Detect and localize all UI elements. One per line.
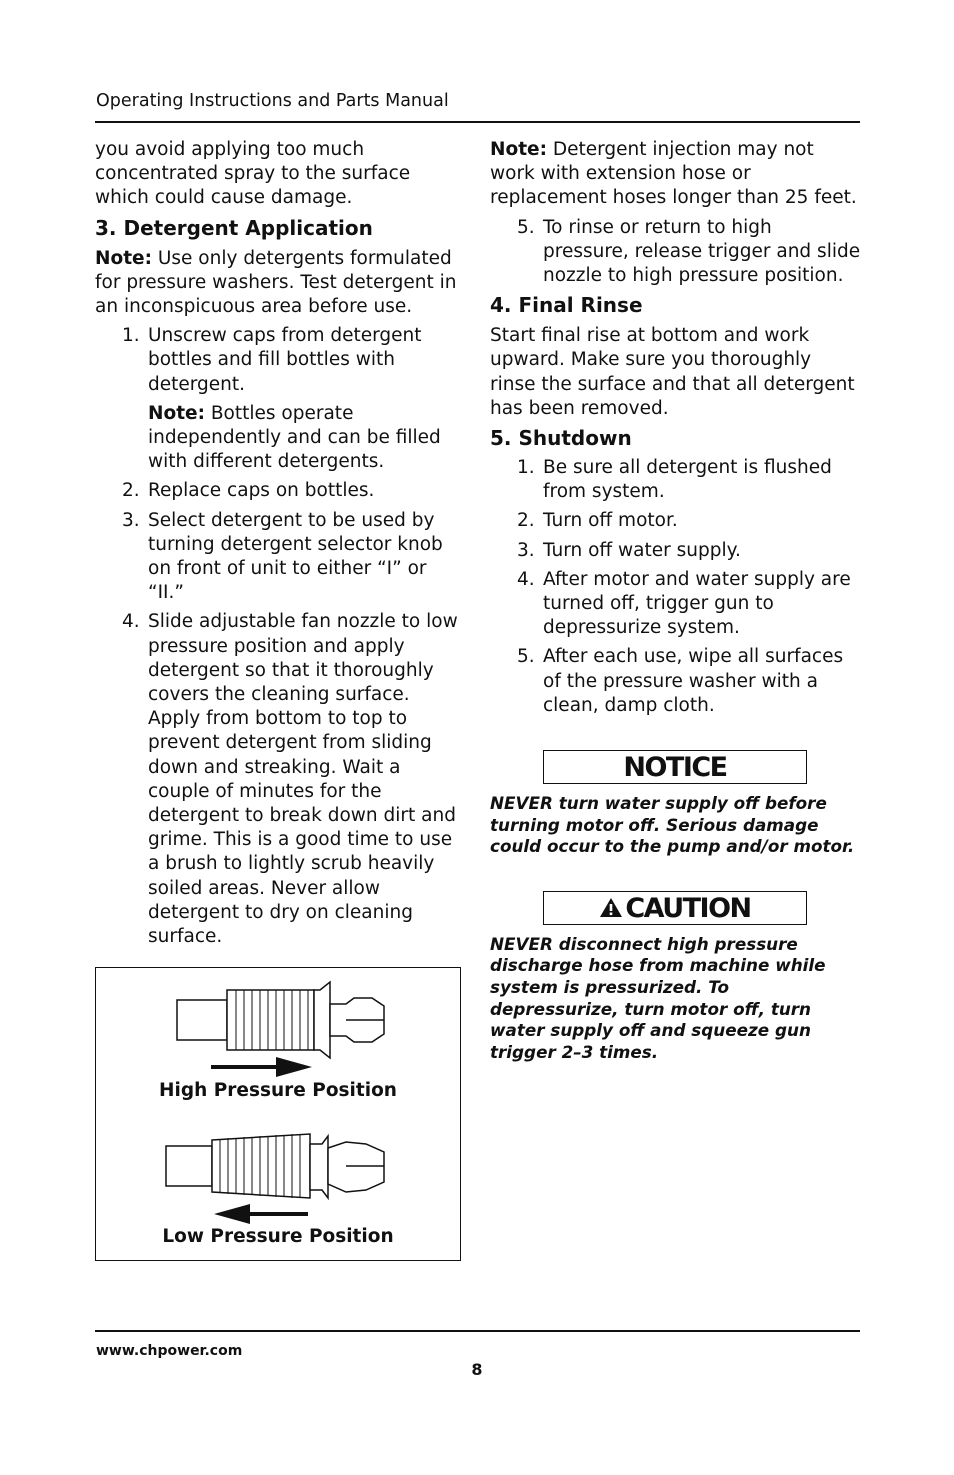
header-rule [95,121,860,123]
step-number: 5. [517,216,535,238]
nozzle-figure [95,967,461,1261]
note-text: Use only detergents formulated for pressure washers. Test detergent in an inconspicuous area before use. [95,247,457,318]
detergent-application-heading: 3. Detergent Application [95,215,373,240]
step-number: 3. [122,509,140,531]
footer-url: www.chpower.com [96,1343,243,1359]
list-item [490,568,862,641]
note-text: Bottles operate independently and can be filled with different detergents. [148,402,441,473]
final-rinse-paragraph: Start final rise at bottom and work upward. Make sure you thoroughly rinse the surface and that all detergent has been removed. [490,325,855,419]
step-number: 5. [517,646,535,668]
list-item [95,479,467,503]
note-label: Note: [490,139,547,160]
list-item [490,456,862,504]
step-text: After motor and water supply are turned off, trigger gun to depressurize system. [543,568,851,639]
step-text: Turn off water supply. [543,539,741,561]
low-pressure-label: Low Pressure Position [162,1226,394,1247]
header-title: Operating Instructions and Parts Manual [96,91,449,111]
high-pressure-nozzle-illustration [96,968,462,1262]
detergent-note [95,247,467,320]
extension-hose-note [490,138,862,211]
final-rinse-heading: 4. Final Rinse [490,293,643,318]
step-text: To rinse or return to high pressure, release trigger and slide nozzle to high pressure position. [543,216,861,287]
detergent-steps [95,324,467,949]
step-number: 4. [122,611,140,633]
step-text: Select detergent to be used by turning detergent selector knob on front of unit to either “I” or “II.” [148,509,443,604]
step-note [148,402,467,475]
shutdown-steps [490,456,862,718]
note-text: Detergent injection may not work with extension hose or replacement hoses longer than 25 feet. [490,139,857,209]
list-item [490,509,862,533]
right-column [490,138,862,1063]
step-text: Replace caps on bottles. [148,480,375,502]
step-text: Slide adjustable fan nozzle to low pressure position and apply detergent so that it thoroughly covers the cleaning surface. Apply from bottom to top to prevent detergent from sliding down and streaking. Wait a couple of minutes for the detergent to break down dirt and grime. This is a good time to use a brush to lightly scrub heavily soiled areas. Never allow detergent to dry on cleaning surface. [148,611,458,948]
list-item [95,509,467,606]
list-item [490,539,862,563]
step-number: 1. [517,457,535,479]
page-number: 8 [471,1360,483,1379]
high-pressure-label: High Pressure Position [159,1080,397,1101]
caution-banner [543,891,807,925]
note-label: Note: [95,247,152,269]
shutdown-heading: 5. Shutdown [490,426,632,451]
intro-paragraph: you avoid applying too much concentrated spray to the surface which could cause damage. [95,139,411,209]
step-number: 2. [122,480,140,502]
note-label: Note: [148,402,205,424]
notice-text: NEVER turn water supply off before turning motor off. Serious damage could occur to the pump and/or motor. [490,793,855,857]
list-item [490,216,862,289]
footer-rule [95,1330,860,1332]
list-item [490,645,862,718]
step-text: After each use, wipe all surfaces of the pressure washer with a clean, damp cloth. [543,646,844,716]
notice-banner: NOTICE [543,750,807,784]
list-item [95,610,467,949]
list-item [95,324,467,474]
step-number: 3. [517,539,535,561]
left-column [95,138,467,949]
step-number: 2. [517,510,535,532]
caution-label: CAUTION [625,892,751,924]
step-number: 1. [122,325,140,347]
detergent-steps-continued [490,216,862,289]
step-text: Unscrew caps from detergent bottles and fill bottles with detergent. [148,325,422,395]
step-text: Turn off motor. [543,510,678,532]
warning-triangle-icon [599,897,623,918]
step-text: Be sure all detergent is flushed from system. [543,457,832,503]
caution-text: NEVER disconnect high pressure discharge hose from machine while system is pressurized. To depressurize, turn motor off, turn water supply off and squeeze gun trigger 2–3 times. [490,933,826,1062]
step-number: 4. [517,568,535,590]
